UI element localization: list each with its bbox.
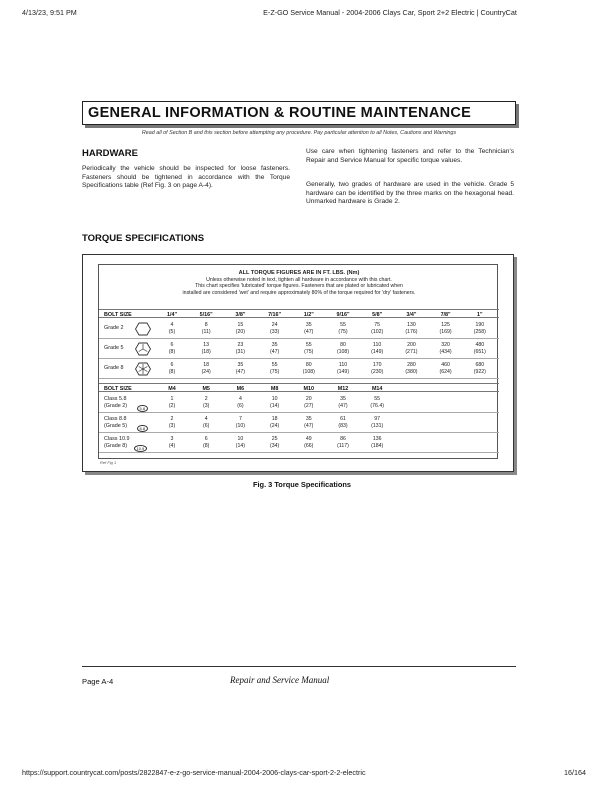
torque-nm: (271) — [405, 348, 418, 355]
torque-cell — [360, 342, 394, 355]
torque-ft-lbs: 20 — [305, 396, 312, 402]
torque-nm: (31) — [235, 348, 245, 355]
torque-instruction-3: installed are considered 'wet' and require approximately 80% of the torque required for 'dry' fasteners. — [182, 289, 416, 296]
torque-cell — [155, 416, 189, 429]
bolt-size-col-header: 3/4" — [406, 311, 417, 318]
torque-cell — [463, 362, 497, 375]
browser-print-footer — [0, 768, 612, 780]
grade-equivalent: (Grade 8) — [104, 442, 128, 449]
torque-row-standard — [99, 319, 499, 339]
torque-ft-lbs: 130 — [407, 322, 416, 328]
torque-ft-lbs: 35 — [305, 322, 312, 328]
torque-cell — [189, 342, 223, 355]
torque-nm: (434) — [439, 348, 452, 355]
torque-ft-lbs: 170 — [372, 362, 382, 368]
metric-size-col-header: M5 — [202, 385, 210, 392]
torque-cell — [360, 322, 394, 335]
torque-cell — [223, 342, 257, 355]
torque-cell — [189, 362, 223, 375]
torque-ft-lbs: 3 — [170, 436, 174, 442]
torque-cell — [292, 416, 326, 429]
hardware-paragraph-right-2: Generally, two grades of hardware are used in the vehicle. Grade 5 hardware can be identified by the three marks on the hexagonal head. Unmarked hardware is Grade 2. — [306, 181, 514, 206]
torque-nm: (6) — [203, 422, 210, 429]
torque-cell — [258, 396, 292, 409]
bolt-size-col-header: 1/2" — [303, 311, 314, 318]
torque-nm: (33) — [269, 328, 280, 335]
torque-nm: (47) — [269, 348, 280, 355]
grade-equivalent: (Grade 2) — [104, 402, 128, 409]
torque-nm: (14) — [235, 442, 245, 449]
torque-nm: (169) — [439, 328, 452, 335]
torque-ft-lbs: 24 — [271, 322, 278, 328]
torque-nm: (117) — [337, 442, 349, 449]
torque-cell — [326, 436, 360, 449]
torque-nm: (149) — [336, 368, 350, 375]
bolt-size-col-header: 5/8" — [372, 311, 383, 318]
torque-ft-lbs: 2 — [204, 396, 208, 402]
torque-ft-lbs: 4 — [238, 396, 242, 402]
browser-print-header — [0, 8, 612, 20]
torque-ft-lbs: 55 — [374, 396, 381, 402]
bolt-size-col-header: 3/8" — [235, 311, 246, 318]
print-datetime: 4/13/23, 9:51 PM — [22, 8, 77, 17]
torque-ft-lbs: 110 — [338, 362, 348, 368]
bolt-size-header-label: BOLT SIZE — [104, 311, 132, 318]
torque-nm: (20) — [235, 328, 245, 335]
torque-nm: (108) — [336, 348, 350, 355]
metric-size-col-header: M14 — [371, 385, 383, 392]
torque-cell — [394, 342, 428, 355]
metric-bolt-size-header-label: BOLT SIZE — [104, 385, 132, 392]
torque-ft-lbs: 61 — [340, 416, 346, 422]
hex-head-three-marks-icon — [135, 342, 151, 356]
torque-ft-lbs: 280 — [407, 362, 416, 368]
print-page-title: E-Z-GO Service Manual - 2004-2006 Clays Car, Sport 2+2 Electric | CountryCat — [263, 8, 517, 17]
torque-cell — [360, 416, 394, 429]
torque-nm: (8) — [203, 442, 210, 449]
torque-ft-lbs: 15 — [237, 322, 244, 328]
bolt-size-col-header: 5/16" — [199, 311, 213, 318]
torque-ft-lbs: 6 — [170, 362, 174, 368]
torque-cell — [326, 342, 360, 355]
torque-nm: (651) — [473, 348, 486, 355]
torque-ft-lbs: 18 — [203, 362, 210, 368]
torque-ft-lbs: 35 — [340, 396, 346, 402]
torque-cell — [258, 436, 292, 449]
torque-nm: (14) — [269, 402, 280, 409]
torque-cell — [155, 396, 189, 409]
torque-nm: (75) — [269, 368, 280, 375]
torque-nm: (176) — [405, 328, 418, 335]
torque-units-note: ALL TORQUE FIGURES ARE IN FT. LBS. (Nm) — [238, 270, 360, 276]
torque-cell — [189, 322, 223, 335]
torque-nm: (75) — [338, 328, 348, 335]
torque-nm: (8) — [168, 368, 176, 375]
footer-rule — [82, 666, 516, 667]
torque-nm: (922) — [473, 368, 486, 375]
torque-nm: (34) — [269, 442, 280, 449]
torque-ft-lbs: 136 — [372, 436, 382, 442]
torque-cell — [155, 436, 189, 449]
torque-nm: (149) — [371, 348, 384, 355]
torque-ft-lbs: 13 — [203, 342, 210, 348]
read-all-note: Read all of Section B and this section before attempting any procedure. Pay particular attention to all Notes, Cautions and Warnings — [141, 130, 457, 136]
print-url: https://support.countrycat.com/posts/2822847-e-z-go-service-manual-2004-2006-clays-car-sport-2-2-electric — [22, 768, 366, 777]
torque-nm: (131) — [371, 422, 384, 429]
torque-ft-lbs: 190 — [475, 322, 485, 328]
metric-class-label — [104, 436, 129, 449]
hardware-paragraph-right-1: Use care when tightening fasteners and refer to the Technician's Repair and Service Manual for specific torque values. — [306, 148, 514, 164]
torque-nm: (47) — [338, 402, 348, 409]
torque-cell — [155, 362, 189, 375]
torque-nm: (5) — [168, 328, 176, 335]
torque-cell — [258, 342, 292, 355]
torque-nm: (258) — [473, 328, 486, 335]
torque-ft-lbs: 23 — [237, 342, 244, 348]
page-number: Page A-4 — [82, 677, 114, 686]
standard-bolt-size-header-row — [99, 309, 499, 318]
torque-ft-lbs: 25 — [271, 436, 278, 442]
bolt-size-col-header: 7/8" — [440, 311, 451, 318]
torque-cell — [326, 322, 360, 335]
hex-head-plain-icon — [135, 322, 151, 336]
metric-bolt-size-header-row — [99, 383, 499, 392]
torque-nm: (184) — [371, 442, 384, 449]
torque-nm: (47) — [235, 368, 245, 375]
torque-ft-lbs: 55 — [305, 342, 312, 348]
figure-caption: Fig. 3 Torque Specifications — [252, 480, 351, 489]
torque-row-standard — [99, 339, 499, 359]
torque-nm: (18) — [201, 348, 211, 355]
torque-ft-lbs: 2 — [170, 416, 174, 422]
torque-cell — [326, 396, 360, 409]
torque-ft-lbs: 6 — [170, 342, 174, 348]
torque-cell — [223, 416, 257, 429]
torque-ft-lbs: 680 — [475, 362, 485, 368]
torque-ft-lbs: 49 — [305, 436, 312, 442]
class-label: Class 5.8 — [104, 396, 127, 402]
torque-cell — [292, 342, 326, 355]
torque-ft-lbs: 18 — [271, 416, 278, 422]
torque-row-metric — [99, 433, 499, 453]
torque-ft-lbs: 460 — [441, 362, 450, 368]
torque-cell — [189, 396, 223, 409]
torque-ft-lbs: 8 — [204, 322, 208, 328]
torque-instruction-1: Unless otherwise noted in text, tighten all hardware in accordance with this chart. — [206, 276, 392, 283]
torque-cell — [223, 436, 257, 449]
torque-table-intro — [99, 270, 499, 296]
torque-cell — [189, 416, 223, 429]
torque-ft-lbs: 480 — [475, 342, 485, 348]
torque-nm: (102) — [371, 328, 384, 335]
grade-label: Grade 2 — [104, 325, 124, 331]
grade-label: Grade 8 — [104, 365, 124, 371]
section-title-bar — [82, 101, 516, 125]
metric-size-col-header: M10 — [303, 385, 315, 392]
bolt-size-col-header: 1/4" — [166, 311, 178, 318]
torque-cell — [189, 436, 223, 449]
torque-ft-lbs: 200 — [407, 342, 416, 348]
torque-ft-lbs: 55 — [271, 362, 278, 368]
torque-nm: (11) — [201, 328, 211, 335]
torque-cell — [360, 436, 394, 449]
metric-class-badge: 8.8 — [137, 425, 148, 432]
metric-size-col-header: M12 — [337, 385, 349, 392]
bolt-size-col-header: 1" — [477, 311, 483, 318]
torque-ft-lbs: 35 — [237, 362, 244, 368]
metric-size-col-header: M8 — [270, 385, 279, 392]
hardware-heading: HARDWARE — [82, 148, 138, 159]
bolt-size-col-header: 7/16" — [268, 311, 282, 318]
torque-cell — [258, 416, 292, 429]
torque-ft-lbs: 35 — [305, 416, 312, 422]
torque-nm: (27) — [304, 402, 314, 409]
torque-row-metric — [99, 413, 499, 433]
torque-ft-lbs: 80 — [305, 362, 312, 368]
metric-class-label — [104, 416, 127, 429]
torque-heading: TORQUE SPECIFICATIONS — [82, 233, 205, 244]
torque-ft-lbs: 55 — [340, 322, 346, 328]
hardware-paragraph-left: Periodically the vehicle should be inspected for loose fasteners. Fasteners should be tightened in accordance with the Torque Specifications table (Ref Fig. 3 on page A-4). — [82, 165, 290, 190]
section-title: GENERAL INFORMATION & ROUTINE MAINTENANCE — [88, 105, 472, 121]
torque-nm: (47) — [304, 328, 314, 335]
ref-fig-label: Ref Fig 1 — [100, 460, 117, 465]
torque-nm: (4) — [168, 442, 176, 449]
torque-nm: (76.4) — [370, 402, 384, 409]
torque-cell — [463, 322, 497, 335]
torque-row-standard — [99, 359, 499, 379]
torque-ft-lbs: 10 — [271, 396, 278, 402]
torque-ft-lbs: 35 — [271, 342, 278, 348]
torque-ft-lbs: 6 — [204, 436, 208, 442]
torque-cell — [258, 322, 292, 335]
grade-equivalent: (Grade 5) — [104, 422, 128, 429]
torque-cell — [463, 342, 497, 355]
torque-ft-lbs: 80 — [340, 342, 346, 348]
torque-nm: (108) — [302, 368, 315, 375]
metric-size-col-header: M6 — [236, 385, 245, 392]
manual-name: Repair and Service Manual — [230, 675, 330, 685]
torque-nm: (3) — [168, 422, 176, 429]
torque-ft-lbs: 110 — [373, 342, 382, 348]
torque-nm: (8) — [168, 348, 176, 355]
torque-instruction-2: This chart specifies 'lubricated' torque figures. Fasteners that are plated or lubricated when — [195, 283, 403, 290]
metric-size-col-header: M4 — [168, 385, 176, 392]
torque-cell — [360, 362, 394, 375]
torque-nm: (2) — [168, 402, 176, 409]
torque-cell — [292, 436, 326, 449]
torque-cell — [223, 322, 257, 335]
torque-cell — [394, 362, 428, 375]
grade-label: Grade 5 — [104, 345, 124, 351]
torque-cell — [394, 322, 428, 335]
torque-cell — [223, 362, 257, 375]
torque-nm: (66) — [304, 442, 314, 449]
torque-nm: (83) — [338, 422, 348, 429]
torque-ft-lbs: 125 — [441, 322, 450, 328]
torque-cell — [155, 322, 189, 335]
torque-cell — [292, 396, 326, 409]
torque-ft-lbs: 10 — [237, 436, 244, 442]
metric-class-badge: 10.9 — [134, 445, 147, 452]
class-label: Class 10.9 — [104, 436, 130, 442]
torque-nm: (230) — [371, 368, 384, 375]
torque-cell — [429, 362, 463, 375]
hex-head-six-marks-icon — [135, 362, 151, 376]
torque-cell — [292, 322, 326, 335]
torque-ft-lbs: 75 — [374, 322, 381, 328]
class-label: Class 8.8 — [104, 416, 127, 422]
torque-nm: (380) — [405, 368, 418, 375]
torque-ft-lbs: 4 — [170, 322, 174, 328]
torque-ft-lbs: 7 — [238, 416, 242, 422]
print-page-count: 16/164 — [564, 768, 586, 777]
torque-cell — [429, 322, 463, 335]
torque-nm: (47) — [304, 422, 314, 429]
torque-ft-lbs: 86 — [340, 436, 346, 442]
torque-nm: (10) — [235, 422, 245, 429]
torque-ft-lbs: 320 — [441, 342, 450, 348]
torque-cell — [292, 362, 326, 375]
torque-ft-lbs: 4 — [204, 416, 208, 422]
torque-table — [98, 264, 498, 459]
torque-nm: (3) — [203, 402, 210, 409]
bolt-size-col-header: 9/16" — [336, 311, 350, 318]
torque-nm: (24) — [269, 422, 280, 429]
torque-nm: (6) — [237, 402, 244, 409]
torque-nm: (624) — [439, 368, 452, 375]
metric-class-label — [104, 396, 127, 409]
torque-cell — [258, 362, 292, 375]
torque-cell — [360, 396, 394, 409]
torque-nm: (75) — [304, 348, 314, 355]
torque-row-metric — [99, 393, 499, 413]
torque-ft-lbs: 1 — [170, 396, 174, 402]
torque-cell — [223, 396, 257, 409]
torque-cell — [326, 362, 360, 375]
metric-class-badge: 5.8 — [137, 405, 148, 412]
torque-cell — [326, 416, 360, 429]
torque-cell — [429, 342, 463, 355]
torque-cell — [155, 342, 189, 355]
torque-nm: (24) — [201, 368, 211, 375]
torque-ft-lbs: 97 — [374, 416, 381, 422]
